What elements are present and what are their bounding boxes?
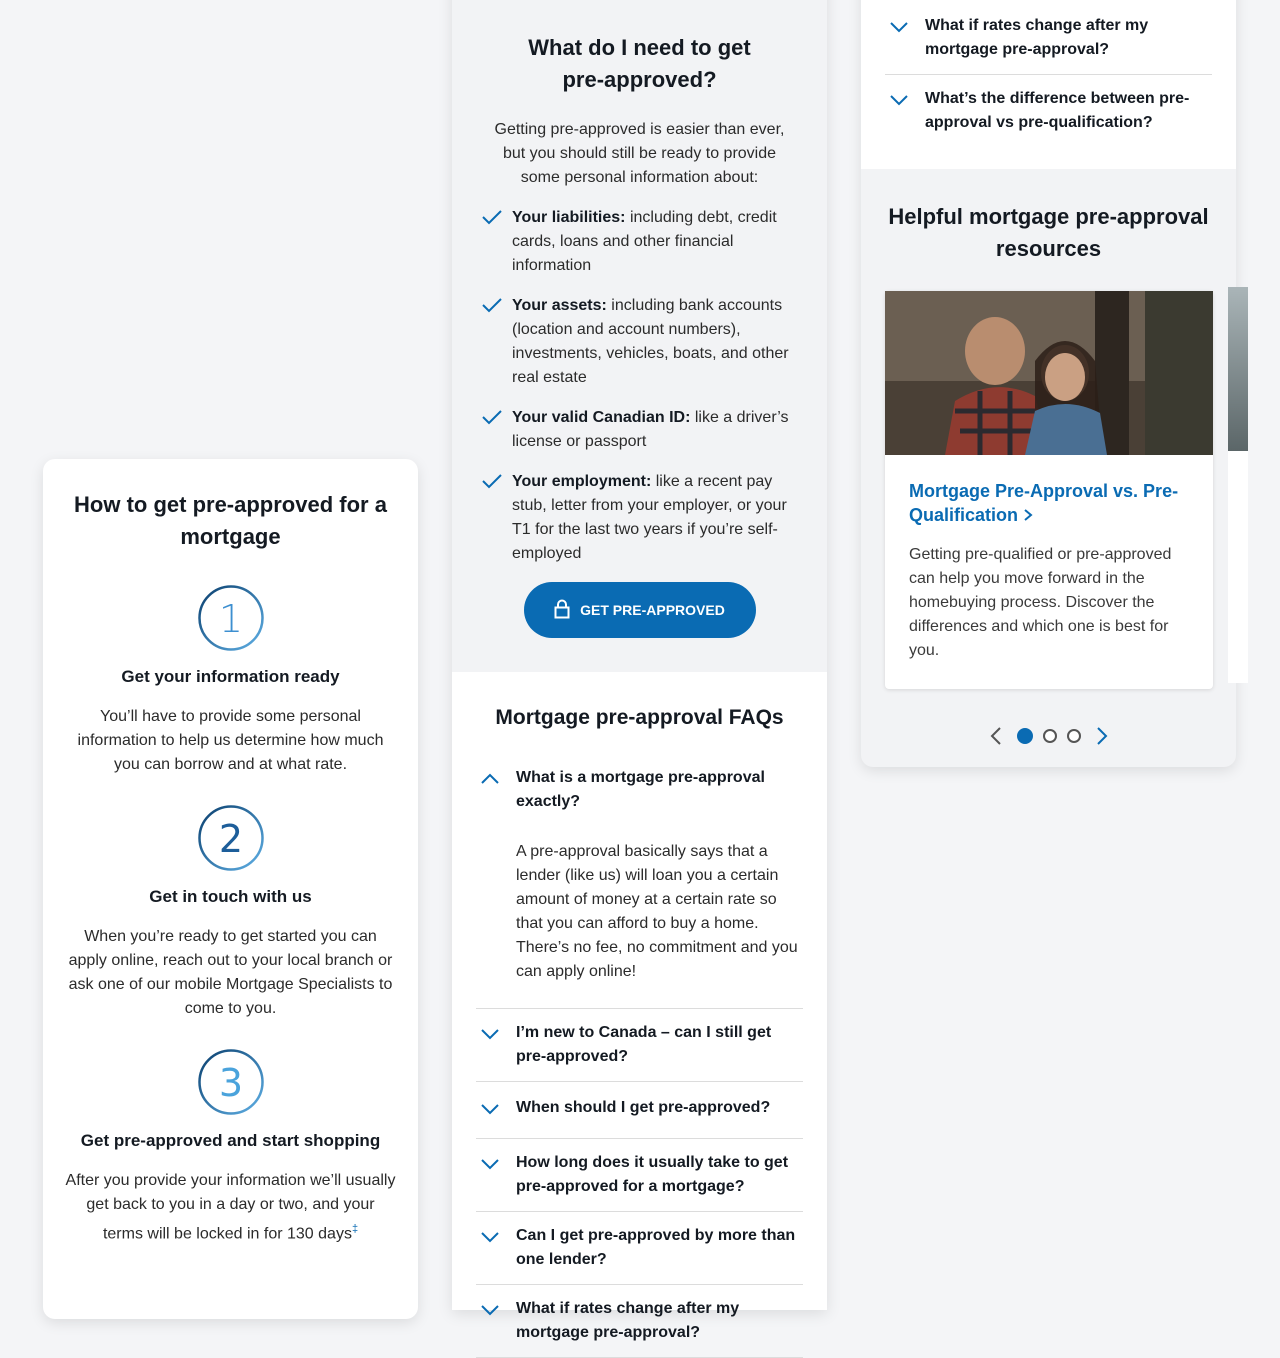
faq-question: What if rates change after my mortgage pre-approval? — [516, 1300, 740, 1341]
faq-question: What if rates change after my mortgage pre-approval? — [925, 17, 1149, 58]
faq-question: I’m new to Canada – can I still get pre-approved? — [516, 1024, 772, 1065]
step-2 — [65, 805, 396, 1021]
couple-photo — [885, 291, 1213, 455]
step-text: You’ll have to provide some personal information to help us determine how much you can borrow and at what rate. — [77, 708, 384, 773]
faq-question: What’s the difference between pre-approval vs pre-qualification? — [925, 90, 1190, 131]
faq-item[interactable] — [885, 6, 1212, 75]
lock-icon — [554, 599, 570, 622]
svg-text:1: 1 — [218, 597, 243, 641]
next-card-peek-body — [1228, 451, 1248, 683]
svg-text:2: 2 — [218, 817, 243, 861]
faq-section-continued — [861, 0, 1236, 169]
faq-title: Mortgage pre-approval FAQs — [495, 706, 784, 729]
chevron-down-icon — [476, 1224, 516, 1272]
requirements-title: What do I need to get pre-approved? — [528, 35, 751, 92]
list-item: Your liabilities: including debt, credit cards, loans and other financial information — [482, 206, 797, 278]
faq-item[interactable] — [476, 1212, 803, 1285]
faq-question: How long does it usually take to get pre-approved for a mortgage? — [516, 1154, 789, 1195]
step-text: When you’re ready to get started you can apply online, reach out to your local branch or ask one of our mobile Mortgage Specialists to come to you. — [68, 928, 393, 1017]
step-title: Get pre-approved and start shopping — [80, 1131, 381, 1150]
chevron-down-icon — [885, 87, 925, 135]
faq-question: Can I get pre-approved by more than one lender? — [516, 1227, 796, 1268]
carousel-dot-2[interactable] — [1043, 729, 1057, 743]
faq-item[interactable] — [476, 1285, 803, 1358]
faq-answer: A pre-approval basically says that a lender (like us) will loan you a certain amount of money at a certain rate so that you can afford to buy a home. There’s no fee, no commitment and you can apply online! — [516, 843, 798, 980]
faq-item[interactable] — [476, 1082, 803, 1139]
requirements-section — [452, 0, 827, 1341]
resource-card[interactable] — [885, 291, 1213, 689]
list-item: Your assets: including bank accounts (location and account numbers), investments, vehicles, boats, and other real estate — [482, 294, 797, 390]
chevron-right-icon — [1023, 505, 1033, 525]
requirements-list — [482, 206, 797, 566]
chevron-down-icon — [476, 1021, 516, 1069]
next-card-peek — [1228, 287, 1248, 451]
check-icon — [482, 406, 512, 454]
footnote-link[interactable]: ‡ — [351, 1223, 359, 1235]
list-item: Your valid Canadian ID: like a driver’s license or passport — [482, 406, 797, 454]
carousel-next-chevron-right-icon[interactable] — [1091, 725, 1113, 747]
carousel-dot-1[interactable] — [1017, 728, 1033, 744]
check-icon — [482, 206, 512, 278]
how-to-title: How to get pre-approved for a mortgage — [74, 492, 387, 549]
faq-item[interactable] — [476, 1139, 803, 1212]
resources-panel — [861, 0, 1236, 767]
check-icon — [482, 294, 512, 390]
faq-question: When should I get pre-approved? — [516, 1099, 771, 1116]
faq-section — [452, 672, 827, 1341]
carousel-dot-3[interactable] — [1067, 729, 1081, 743]
get-pre-approved-button[interactable] — [524, 582, 756, 638]
requirements-intro: Getting pre-approved is easier than ever, but you should still be ready to provide some personal information about: — [494, 121, 785, 186]
cta-label: GET PRE-APPROVED — [580, 602, 725, 618]
chevron-down-icon — [476, 1297, 516, 1345]
step-title: Get your information ready — [121, 667, 340, 686]
resources-section — [861, 169, 1236, 747]
step-title: Get in touch with us — [149, 887, 312, 906]
chevron-down-icon — [885, 14, 925, 62]
chevron-down-icon — [476, 1096, 516, 1120]
how-to-section — [43, 459, 418, 1319]
chevron-up-icon — [476, 766, 516, 990]
step-number-2-icon — [198, 805, 264, 871]
svg-text:3: 3 — [218, 1061, 243, 1105]
faq-item[interactable] — [476, 1009, 803, 1082]
resources-title: Helpful mortgage pre-approval resources — [888, 204, 1209, 261]
faq-item[interactable] — [885, 75, 1212, 147]
carousel-prev-chevron-left-icon[interactable] — [985, 725, 1007, 747]
resource-card-text: Getting pre-qualified or pre-approved can help you move forward in the homebuying process. Discover the differences and which one is best for you. — [909, 546, 1172, 659]
step-text: After you provide your information we’ll usually get back to you in a day or two, and your terms will be locked in for 130 days‡ — [65, 1172, 396, 1243]
step-number-1-icon — [198, 585, 264, 651]
faq-item[interactable] — [476, 740, 803, 1009]
resource-card-link[interactable]: Mortgage Pre-Approval vs. Pre-Qualification — [909, 481, 1179, 525]
step-3 — [65, 1049, 396, 1246]
step-1 — [65, 585, 396, 777]
carousel-controls — [885, 725, 1212, 747]
list-item: Your employment: like a recent pay stub, letter from your employer, or your T1 for the last two years if you’re self-employed — [482, 470, 797, 566]
step-number-3-icon — [198, 1049, 264, 1115]
faq-question: What is a mortgage pre-approval exactly? — [516, 769, 765, 810]
check-icon — [482, 470, 512, 566]
chevron-down-icon — [476, 1151, 516, 1199]
